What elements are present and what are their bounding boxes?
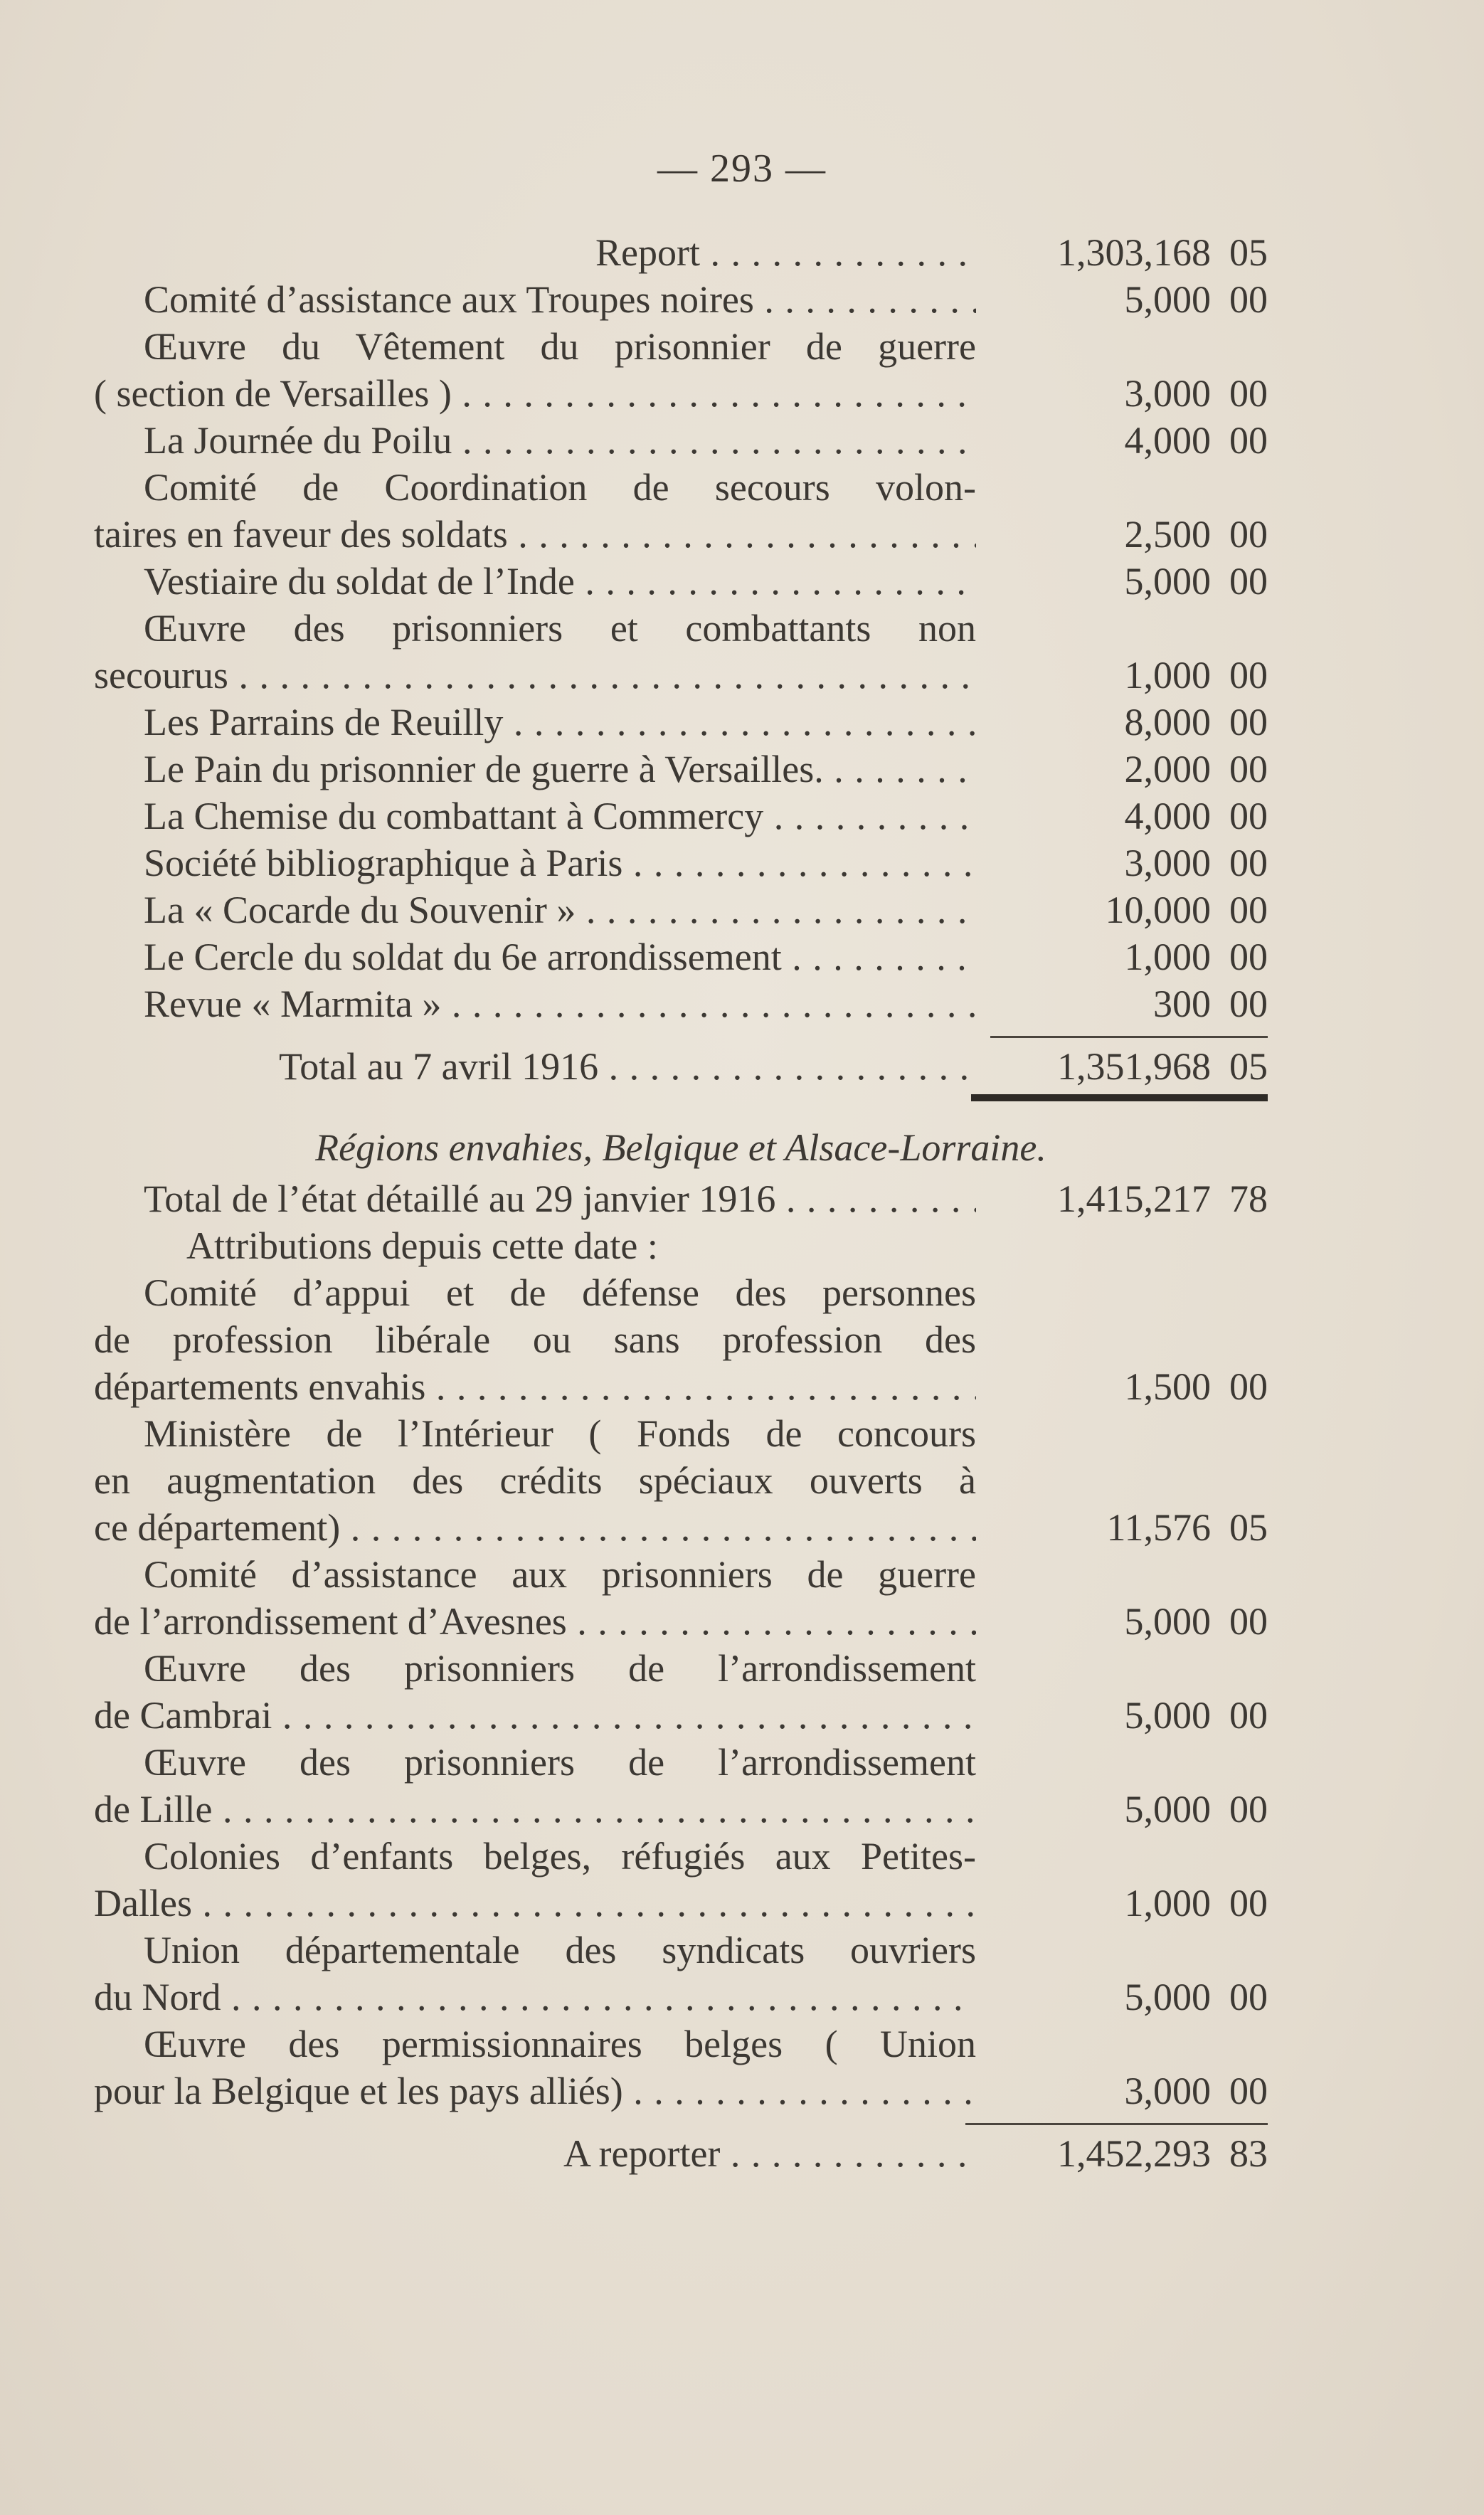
s1-entry-0-text: Comité d’assistance aux Troupes noires <box>144 278 754 321</box>
s1-entry-1-amount-cents: 00 <box>1229 372 1268 415</box>
s1-entry-12-leader <box>441 983 976 1025</box>
s1-entry-0-amount-int: 5,000 <box>1124 278 1211 321</box>
s2-entry-1-leader <box>340 1506 976 1549</box>
s2-entry-1-amount <box>990 1504 1268 1551</box>
s2-entry-1-amount-cents: 05 <box>1229 1506 1268 1549</box>
s1-entry-5-amount-cents: 00 <box>1229 654 1268 697</box>
report-row-amount-int: 1,303,168 <box>1057 231 1211 274</box>
s1-entry-12-label <box>144 980 976 1027</box>
s2-entry-5-line-0: Colonies d’enfants belges, réfugiés aux Petites- <box>144 1835 976 1878</box>
s2-entry-1-label <box>94 1504 976 1551</box>
s2-entry-2-amount <box>990 1598 1268 1645</box>
total-row-amount <box>990 1043 1268 1090</box>
s1-entry-5 <box>94 652 1268 699</box>
s1-entry-3-line-0: Comité de Coordination de secours volon- <box>144 466 976 509</box>
s1-entry-0 <box>94 276 1268 323</box>
s1-entry-4 <box>94 558 1268 605</box>
s2-entry-7-line-0: Œuvre des permissionnaires belges ( Union <box>144 2023 976 2065</box>
s2-entry-4-amount <box>990 1786 1268 1833</box>
carry-row-label <box>563 2130 976 2177</box>
s2-entry-2-line-0: Comité d’assistance aux prisonniers de guerre <box>144 1553 976 1596</box>
s1-entry-3-amount-int: 2,500 <box>1124 513 1211 556</box>
s1-entry-1-amount-int: 3,000 <box>1124 372 1211 415</box>
s2-entry-3-leader <box>272 1694 976 1737</box>
s1-entry-8-label <box>144 793 976 840</box>
section2-total-row-leader <box>775 1177 976 1220</box>
s1-entry-8-leader <box>763 795 976 837</box>
s1-entry-9-amount <box>990 840 1268 886</box>
s2-entry-4 <box>94 1786 1268 1833</box>
s2-entry-7-amount-int: 3,000 <box>1124 2070 1211 2112</box>
s2-entry-3-amount-int: 5,000 <box>1124 1694 1211 1737</box>
s2-entry-3-amount <box>990 1692 1268 1739</box>
s1-entry-4-amount-cents: 00 <box>1229 560 1268 603</box>
total-rule-top <box>990 1036 1268 1038</box>
report-row <box>94 229 1268 276</box>
s1-entry-10-text: La « Cocarde du Souvenir » <box>144 889 576 931</box>
s1-entry-7-text: Le Pain du prisonnier de guerre à Versailles. <box>144 748 824 790</box>
s2-entry-3-text: de Cambrai <box>94 1694 272 1737</box>
report-row-amount <box>990 229 1268 276</box>
s2-entry-1-text: ce département) <box>94 1506 341 1549</box>
total-row-amount-int: 1,351,968 <box>1057 1045 1211 1088</box>
s1-entry-7-amount <box>990 746 1268 793</box>
s1-entry-9-amount-int: 3,000 <box>1124 842 1211 884</box>
s2-entry-0-text: départements envahis <box>94 1365 426 1408</box>
total-row-label <box>279 1043 976 1090</box>
s1-entry-1 <box>94 370 1268 417</box>
carry-row-text: A reporter <box>563 2132 721 2175</box>
s2-entry-5-text: Dalles <box>94 1882 192 1924</box>
s2-entry-6-amount <box>990 1974 1268 2021</box>
s1-entry-1-label <box>94 370 976 417</box>
s2-entry-6-text: du Nord <box>94 1976 221 2018</box>
s1-entry-7-amount-cents: 00 <box>1229 748 1268 790</box>
s1-entry-4-text: Vestiaire du soldat de l’Inde <box>144 560 575 603</box>
s1-entry-5-amount <box>990 652 1268 699</box>
report-row-label <box>595 229 976 276</box>
s1-entry-11-amount <box>990 933 1268 980</box>
s1-entry-9-label <box>144 840 976 886</box>
s1-entry-6 <box>94 699 1268 746</box>
s1-entry-6-amount <box>990 699 1268 746</box>
s1-entry-6-label <box>144 699 976 746</box>
s2-entry-1 <box>94 1504 1268 1551</box>
s1-entry-5-label <box>94 652 976 699</box>
s2-entry-0-line-0: Comité d’appui et de défense des personnes <box>144 1271 976 1314</box>
s1-entry-11-text: Le Cercle du soldat du 6e arrondissement <box>144 936 782 978</box>
s1-entry-1-line-0: Œuvre du Vêtement du prisonnier de guerre <box>144 325 976 368</box>
s2-entry-2 <box>94 1598 1268 1645</box>
s1-entry-11-leader <box>782 936 976 978</box>
carry-row-amount <box>990 2130 1268 2177</box>
s2-entry-7-label <box>94 2067 976 2114</box>
s2-entry-7-amount <box>990 2067 1268 2114</box>
s1-entry-0-leader <box>754 278 976 321</box>
s1-entry-0-label <box>144 276 976 323</box>
s2-entry-6-label <box>94 1974 976 2021</box>
report-row-text: Report <box>595 231 700 274</box>
s2-entry-0-amount <box>990 1363 1268 1410</box>
s2-entry-6-amount-int: 5,000 <box>1124 1976 1211 2018</box>
s1-entry-2-label <box>144 417 976 464</box>
s1-entry-6-leader <box>503 701 976 743</box>
s2-entry-0-leader <box>425 1365 976 1408</box>
carry-row <box>94 2130 1268 2177</box>
s2-entry-0 <box>94 1363 1268 1410</box>
s1-entry-9-text: Société bibliographique à Paris <box>144 842 623 884</box>
s1-entry-5-line-0: Œuvre des prisonniers et combattants non <box>144 607 976 650</box>
s2-entry-5-amount <box>990 1880 1268 1927</box>
s1-entry-4-leader <box>575 560 976 603</box>
s1-entry-1-amount <box>990 370 1268 417</box>
section-title: Régions envahies, Belgique et Alsace-Lorraine. <box>315 1126 1046 1169</box>
s1-entry-7-amount-int: 2,000 <box>1124 748 1211 790</box>
s1-entry-10 <box>94 886 1268 933</box>
s1-entry-6-text: Les Parrains de Reuilly <box>144 701 504 743</box>
s1-entry-0-amount <box>990 276 1268 323</box>
s2-entry-3-line-0: Œuvre des prisonniers de l’arrondissement <box>144 1647 976 1690</box>
s2-entry-4-amount-cents: 00 <box>1229 1788 1268 1831</box>
s1-entry-10-amount <box>990 886 1268 933</box>
s2-entry-6-amount-cents: 00 <box>1229 1976 1268 2018</box>
s2-entry-4-leader <box>212 1788 976 1831</box>
s1-entry-4-label <box>144 558 976 605</box>
s2-entry-0-amount-int: 1,500 <box>1124 1365 1211 1408</box>
total-row-text: Total au 7 avril 1916 <box>279 1045 599 1088</box>
s2-entry-2-amount-int: 5,000 <box>1124 1600 1211 1643</box>
s1-entry-4-amount-int: 5,000 <box>1124 560 1211 603</box>
s1-entry-10-amount-cents: 00 <box>1229 889 1268 931</box>
s1-entry-9-leader <box>622 842 976 884</box>
s1-entry-7-label <box>144 746 976 793</box>
s1-entry-8-amount-cents: 00 <box>1229 795 1268 837</box>
section2-total-row-amount-int: 1,415,217 <box>1057 1177 1211 1220</box>
s2-entry-5-label <box>94 1880 976 1927</box>
s1-entry-3-label <box>94 511 976 558</box>
s2-entry-0-amount-cents: 00 <box>1229 1365 1268 1408</box>
s1-entry-0-amount-cents: 00 <box>1229 278 1268 321</box>
s1-entry-3-amount-cents: 00 <box>1229 513 1268 556</box>
s2-entry-1-line-0: Ministère de l’Intérieur ( Fonds de concours <box>144 1412 976 1455</box>
s1-entry-5-leader <box>228 654 976 697</box>
total-rule-bottom <box>971 1094 1268 1101</box>
s2-entry-2-leader <box>567 1600 976 1643</box>
s1-entry-2 <box>94 417 1268 464</box>
s1-entry-3-text: taires en faveur des soldats <box>94 513 508 556</box>
s1-entry-11-label <box>144 933 976 980</box>
carry-row-amount-int: 1,452,293 <box>1057 2132 1211 2175</box>
s1-entry-9 <box>94 840 1268 886</box>
s1-entry-12-amount <box>990 980 1268 1027</box>
s2-entry-4-label <box>94 1786 976 1833</box>
attributions-label: Attributions depuis cette date : <box>186 1224 658 1267</box>
s1-entry-12-text: Revue « Marmita » <box>144 983 442 1025</box>
report-row-leader <box>700 231 976 274</box>
s1-entry-6-amount-cents: 00 <box>1229 701 1268 743</box>
page-number: — 293 — <box>657 147 827 191</box>
s1-entry-6-amount-int: 8,000 <box>1124 701 1211 743</box>
s1-entry-9-amount-cents: 00 <box>1229 842 1268 884</box>
s1-entry-3-amount <box>990 511 1268 558</box>
s2-entry-7-amount-cents: 00 <box>1229 2070 1268 2112</box>
s1-entry-1-text: ( section de Versailles ) <box>94 372 452 415</box>
total-row-leader <box>598 1045 976 1088</box>
s2-entry-2-text: de l’arrondissement d’Avesnes <box>94 1600 567 1643</box>
s2-entry-5 <box>94 1880 1268 1927</box>
carry-row-leader <box>720 2132 976 2175</box>
s2-entry-2-amount-cents: 00 <box>1229 1600 1268 1643</box>
s1-entry-12 <box>94 980 1268 1027</box>
s1-entry-8-amount <box>990 793 1268 840</box>
s2-entry-6 <box>94 1974 1268 2021</box>
s2-entry-3-amount-cents: 00 <box>1229 1694 1268 1737</box>
report-row-amount-cents: 05 <box>1229 231 1268 274</box>
s1-entry-5-text: secourus <box>94 654 228 697</box>
s1-entry-11-amount-cents: 00 <box>1229 936 1268 978</box>
s2-entry-4-amount-int: 5,000 <box>1124 1788 1211 1831</box>
s2-entry-5-amount-int: 1,000 <box>1124 1882 1211 1924</box>
section2-total-row-label <box>144 1175 976 1222</box>
s2-entry-2-label <box>94 1598 976 1645</box>
s2-entry-3 <box>94 1692 1268 1739</box>
s1-entry-12-amount-int: 300 <box>1153 983 1211 1025</box>
s2-entry-4-line-0: Œuvre des prisonniers de l’arrondissement <box>144 1741 976 1784</box>
section2-total-row-amount <box>990 1175 1268 1222</box>
s2-entry-5-leader <box>192 1882 976 1924</box>
s1-entry-4-amount <box>990 558 1268 605</box>
s2-entry-3-label <box>94 1692 976 1739</box>
s1-entry-8-text: La Chemise du combattant à Commercy <box>144 795 764 837</box>
s2-entry-6-line-0: Union départementale des syndicats ouvriers <box>144 1929 976 1971</box>
s2-entry-7-text: pour la Belgique et les pays alliés) <box>94 2070 623 2112</box>
s2-entry-5-amount-cents: 00 <box>1229 1882 1268 1924</box>
s2-entry-6-leader <box>221 1976 976 2018</box>
section2-total-row-text: Total de l’état détaillé au 29 janvier 1916 <box>144 1177 776 1220</box>
s1-entry-1-leader <box>452 372 976 415</box>
s2-entry-1-line-1: en augmentation des crédits spéciaux ouverts à <box>94 1459 976 1502</box>
s1-entry-2-leader <box>452 419 976 462</box>
section2-total-row <box>94 1175 1268 1222</box>
s1-entry-11 <box>94 933 1268 980</box>
s1-entry-5-amount-int: 1,000 <box>1124 654 1211 697</box>
s1-entry-10-amount-int: 10,000 <box>1105 889 1211 931</box>
s1-entry-10-label <box>144 886 976 933</box>
carry-row-amount-cents: 83 <box>1229 2132 1268 2175</box>
s1-entry-7 <box>94 746 1268 793</box>
s1-entry-2-amount <box>990 417 1268 464</box>
s1-entry-10-leader <box>576 889 976 931</box>
s1-entry-7-leader <box>824 748 976 790</box>
s1-entry-8 <box>94 793 1268 840</box>
s2-entry-7 <box>94 2067 1268 2114</box>
carry-rule <box>965 2123 1268 2125</box>
s1-entry-3 <box>94 511 1268 558</box>
total-row-amount-cents: 05 <box>1229 1045 1268 1088</box>
s1-entry-11-amount-int: 1,000 <box>1124 936 1211 978</box>
s1-entry-8-amount-int: 4,000 <box>1124 795 1211 837</box>
s1-entry-3-leader <box>508 513 976 556</box>
s1-entry-2-amount-cents: 00 <box>1229 419 1268 462</box>
section2-total-row-amount-cents: 78 <box>1229 1177 1268 1220</box>
s1-entry-12-amount-cents: 00 <box>1229 983 1268 1025</box>
s2-entry-1-amount-int: 11,576 <box>1106 1506 1211 1549</box>
s2-entry-4-text: de Lille <box>94 1788 213 1831</box>
s2-entry-0-label <box>94 1363 976 1410</box>
s2-entry-7-leader <box>623 2070 976 2112</box>
total-row <box>94 1043 1268 1090</box>
s1-entry-2-amount-int: 4,000 <box>1124 419 1211 462</box>
s1-entry-2-text: La Journée du Poilu <box>144 419 452 462</box>
s2-entry-0-line-1: de profession libérale ou sans profession des <box>94 1318 976 1361</box>
